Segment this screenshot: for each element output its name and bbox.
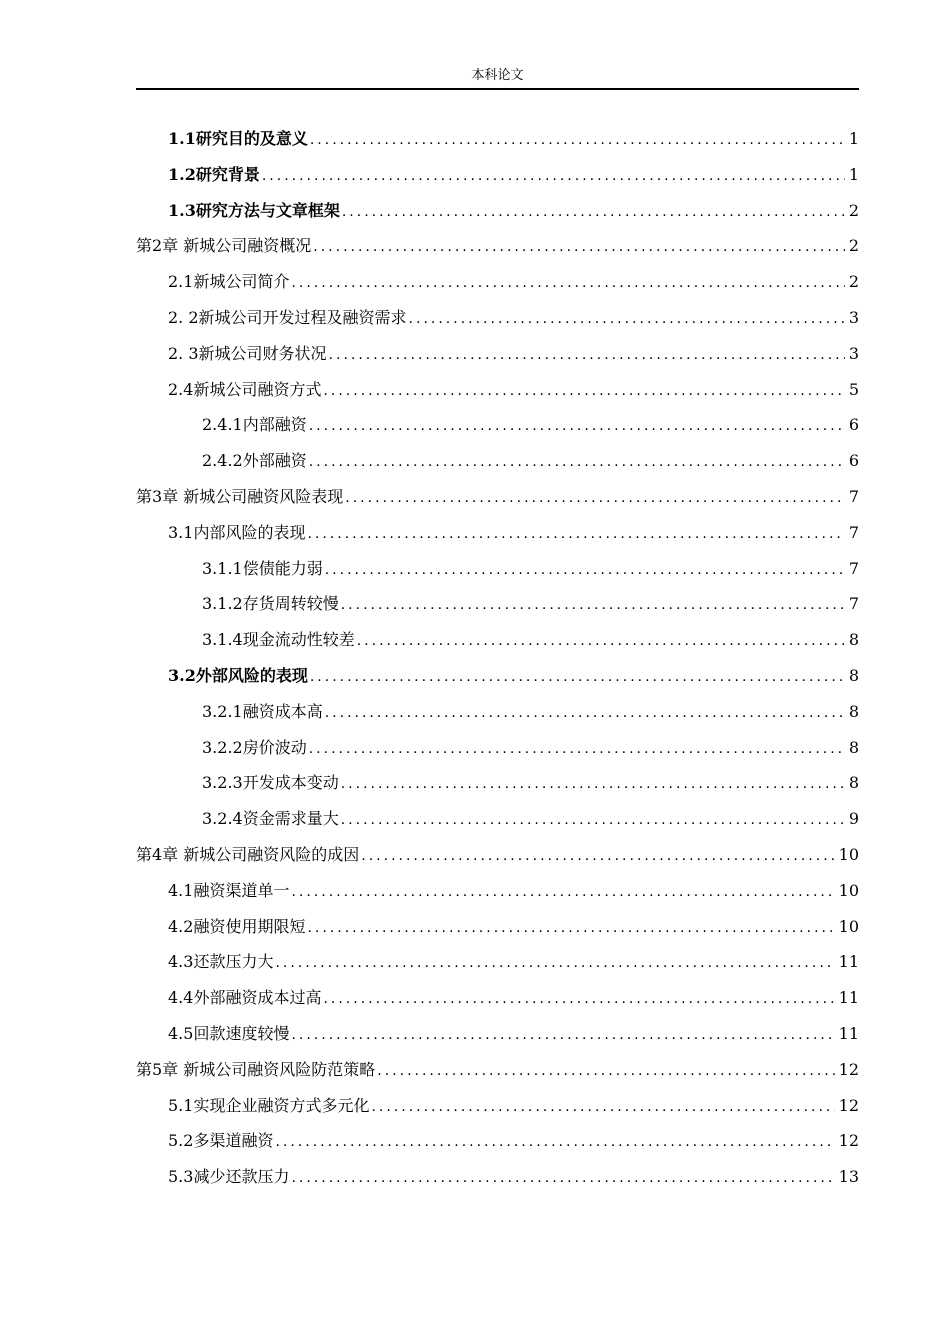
toc-dot-leader xyxy=(309,445,845,481)
toc-entry-page-number: 6 xyxy=(848,415,859,435)
toc-entry[interactable] xyxy=(136,1016,859,1052)
toc-entry-title: 4.1融资渠道单一 xyxy=(168,880,290,900)
toc-dot-leader xyxy=(341,767,845,803)
toc-entry-title: 5.2多渠道融资 xyxy=(168,1131,274,1151)
toc-entry[interactable] xyxy=(136,1052,859,1088)
toc-entry[interactable] xyxy=(136,586,859,622)
toc-dot-leader xyxy=(310,123,845,159)
toc-entry-title: 4.4外部融资成本过高 xyxy=(168,988,322,1008)
toc-dot-leader xyxy=(325,553,845,589)
toc-entry[interactable] xyxy=(136,264,859,300)
toc-entry[interactable] xyxy=(136,479,859,515)
toc-entry[interactable] xyxy=(136,515,859,551)
toc-entry[interactable] xyxy=(136,730,859,766)
toc-entry-title: 3.2.2房价波动 xyxy=(202,737,307,757)
toc-dot-leader xyxy=(262,159,845,195)
toc-entry-page-number: 1 xyxy=(848,164,859,184)
toc-entry[interactable] xyxy=(136,336,859,372)
toc-entry-page-number: 8 xyxy=(848,701,859,721)
toc-entry-page-number: 12 xyxy=(838,1059,859,1079)
toc-entry-title: 5.1实现企业融资方式多元化 xyxy=(168,1095,370,1115)
toc-entry-title: 第4章 新城公司融资风险的成因 xyxy=(136,844,360,864)
toc-entry-page-number: 3 xyxy=(848,307,859,327)
toc-entry-page-number: 7 xyxy=(848,486,859,506)
toc-entry-title: 第5章 新城公司融资风险防范策略 xyxy=(136,1059,376,1079)
toc-entry-title: 3.2外部风险的表现 xyxy=(168,665,308,685)
toc-entry-title: 第3章 新城公司融资风险表现 xyxy=(136,486,344,506)
toc-dot-leader xyxy=(307,517,844,553)
table-of-contents xyxy=(136,121,859,1195)
toc-entry[interactable] xyxy=(136,1159,859,1195)
toc-dot-leader xyxy=(345,481,845,517)
toc-entry[interactable] xyxy=(136,372,859,408)
toc-entry[interactable] xyxy=(136,121,859,157)
toc-entry[interactable] xyxy=(136,228,859,264)
toc-entry-page-number: 6 xyxy=(848,451,859,471)
toc-dot-leader xyxy=(291,1161,834,1197)
toc-entry-page-number: 11 xyxy=(838,988,859,1008)
toc-entry-page-number: 12 xyxy=(838,1095,859,1115)
toc-dot-leader xyxy=(377,1054,834,1090)
toc-entry-title: 2.4.1内部融资 xyxy=(202,415,307,435)
toc-entry[interactable] xyxy=(136,300,859,336)
toc-entry-page-number: 3 xyxy=(848,343,859,363)
toc-dot-leader xyxy=(325,696,845,732)
toc-entry[interactable] xyxy=(136,980,859,1016)
toc-entry-title: 3.1.4现金流动性较差 xyxy=(202,630,355,650)
toc-entry[interactable] xyxy=(136,157,859,193)
toc-entry[interactable] xyxy=(136,837,859,873)
toc-entry-title: 5.3减少还款压力 xyxy=(168,1167,290,1187)
toc-entry-title: 4.5回款速度较慢 xyxy=(168,1023,290,1043)
toc-entry[interactable] xyxy=(136,622,859,658)
toc-entry-page-number: 11 xyxy=(838,1023,859,1043)
toc-entry-page-number: 8 xyxy=(848,737,859,757)
toc-entry-page-number: 7 xyxy=(848,594,859,614)
toc-entry[interactable] xyxy=(136,944,859,980)
toc-entry-page-number: 7 xyxy=(848,522,859,542)
toc-entry-page-number: 11 xyxy=(838,952,859,972)
toc-entry-title: 2.4.2外部融资 xyxy=(202,451,307,471)
header-rule xyxy=(136,88,859,90)
toc-dot-leader xyxy=(341,588,845,624)
toc-entry-title: 3.1.1偿债能力弱 xyxy=(202,558,323,578)
toc-entry-title: 3.2.4资金需求量大 xyxy=(202,809,339,829)
toc-entry-page-number: 8 xyxy=(848,665,859,685)
toc-entry-page-number: 13 xyxy=(838,1167,859,1187)
toc-dot-leader xyxy=(329,338,845,374)
toc-entry-title: 3.2.3开发成本变动 xyxy=(202,773,339,793)
toc-entry-page-number: 10 xyxy=(838,916,859,936)
toc-entry[interactable] xyxy=(136,765,859,801)
toc-entry-title: 4.3还款压力大 xyxy=(168,952,274,972)
toc-dot-leader xyxy=(309,732,845,768)
toc-entry[interactable] xyxy=(136,551,859,587)
toc-dot-leader xyxy=(357,624,845,660)
toc-dot-leader xyxy=(275,946,834,982)
toc-dot-leader xyxy=(323,982,834,1018)
toc-entry-page-number: 8 xyxy=(848,630,859,650)
toc-dot-leader xyxy=(409,302,845,338)
toc-entry-title: 2.1新城公司简介 xyxy=(168,272,290,292)
toc-entry-page-number: 10 xyxy=(838,844,859,864)
toc-entry[interactable] xyxy=(136,443,859,479)
toc-entry-page-number: 10 xyxy=(838,880,859,900)
toc-dot-leader xyxy=(307,911,834,947)
toc-entry-title: 1.1研究目的及意义 xyxy=(168,129,308,148)
toc-dot-leader xyxy=(371,1090,834,1126)
toc-entry-page-number: 12 xyxy=(838,1131,859,1151)
toc-entry-title: 2.4新城公司融资方式 xyxy=(168,379,322,399)
toc-entry-title: 1.2研究背景 xyxy=(168,164,260,184)
toc-entry-page-number: 5 xyxy=(848,379,859,399)
toc-entry[interactable] xyxy=(136,801,859,837)
toc-entry-title: 3.2.1融资成本高 xyxy=(202,701,323,721)
toc-entry-page-number: 8 xyxy=(848,773,859,793)
toc-entry-title: 1.3研究方法与文章框架 xyxy=(168,200,340,220)
page-header-title: 本科论文 xyxy=(471,68,524,83)
toc-dot-leader xyxy=(309,409,845,445)
toc-dot-leader xyxy=(361,839,834,875)
toc-entry[interactable] xyxy=(136,193,859,229)
toc-dot-leader xyxy=(291,1018,834,1054)
toc-entry-title: 4.2融资使用期限短 xyxy=(168,916,306,936)
toc-entry-page-number: 9 xyxy=(848,809,859,829)
toc-entry-page-number: 2 xyxy=(848,236,859,256)
toc-entry-page-number: 2 xyxy=(848,200,859,220)
toc-entry[interactable] xyxy=(136,658,859,694)
toc-dot-leader xyxy=(341,803,845,839)
toc-entry[interactable] xyxy=(136,407,859,443)
toc-dot-leader xyxy=(291,875,834,911)
toc-dot-leader xyxy=(275,1125,834,1161)
toc-entry[interactable] xyxy=(136,1123,859,1159)
toc-dot-leader xyxy=(291,266,844,302)
toc-entry-page-number: 1 xyxy=(848,129,859,148)
toc-entry-title: 第2章 新城公司融资概况 xyxy=(136,236,312,256)
toc-entry-page-number: 7 xyxy=(848,558,859,578)
toc-entry-title: 3.1.2存货周转较慢 xyxy=(202,594,339,614)
toc-entry-title: 3.1内部风险的表现 xyxy=(168,522,306,542)
toc-entry[interactable] xyxy=(136,909,859,945)
toc-entry-page-number: 2 xyxy=(848,272,859,292)
toc-entry-title: 2. 2新城公司开发过程及融资需求 xyxy=(168,307,407,327)
toc-entry[interactable] xyxy=(136,694,859,730)
toc-entry[interactable] xyxy=(136,873,859,909)
toc-dot-leader xyxy=(323,374,844,410)
toc-dot-leader xyxy=(342,195,845,231)
toc-entry[interactable] xyxy=(136,1088,859,1124)
toc-entry-title: 2. 3新城公司财务状况 xyxy=(168,343,327,363)
toc-dot-leader xyxy=(310,660,845,696)
toc-dot-leader xyxy=(313,230,845,266)
